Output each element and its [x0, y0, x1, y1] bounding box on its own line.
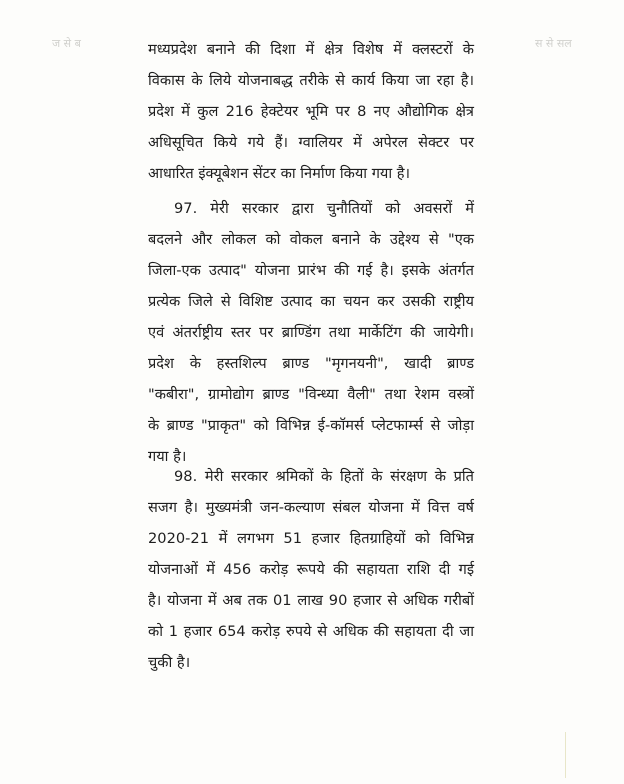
paragraph-line: प्रदेश के हस्तशिल्प ब्राण्ड "मृगनयनी", खादी ब्राण्ड: [148, 355, 474, 372]
paragraph-line: सजग है। मुख्यमंत्री जन-कल्याण संबल योजना में वित्त वर्ष: [148, 499, 474, 516]
paragraph-line: है। योजना में अब तक 01 लाख 90 हजार से अधिक गरीबों: [148, 592, 474, 609]
paragraph-line: को 1 हजार 654 करोड़ रुपये से अधिक की सहायता दी जा: [148, 623, 474, 640]
paragraph-line: चुकी है।: [148, 654, 191, 671]
paragraph-line: 97. मेरी सरकार द्वारा चुनौतियों को अवसरों में: [174, 200, 474, 217]
paragraph-line: विकास के लिये योजनाबद्ध तरीके से कार्य किया जा रहा है।: [148, 72, 474, 89]
paragraph-line: बदलने और लोकल को वोकल बनाने के उद्देश्य से "एक: [148, 231, 474, 248]
bleed-through-text-left: ज से ब: [52, 37, 81, 50]
paragraph-97: [148, 193, 474, 472]
paragraph-line: 98. मेरी सरकार श्रमिकों के हितों के संरक्षण के प्रति: [174, 468, 474, 485]
paragraph-line: 2020-21 में लगभग 51 हजार हितग्राहियों को विभिन्न: [148, 530, 474, 547]
paragraph-continuation: [148, 34, 474, 189]
scan-edge-mark: [565, 732, 566, 778]
bleed-through-text-right: स से सल: [535, 37, 572, 50]
paragraph-line: गया है।: [148, 448, 187, 465]
paragraph-line: एवं अंतर्राष्ट्रीय स्तर पर ब्राण्डिंग तथा मार्केटिंग की जायेगी।: [148, 324, 474, 341]
paragraph-line: के ब्राण्ड "प्राकृत" को विभिन्न ई-कॉमर्स प्लेटफार्म्स से जोड़ा: [148, 417, 474, 434]
paragraph-line: जिला-एक उत्पाद" योजना प्रारंभ की गई है। इसके अंतर्गत: [148, 262, 474, 279]
paragraph-line: आधारित इंक्यूबेशन सेंटर का निर्माण किया गया है।: [148, 165, 411, 182]
paragraph-line: प्रत्येक जिले से विशिष्ट उत्पाद का चयन कर उसकी राष्ट्रीय: [148, 293, 474, 310]
paragraph-line: प्रदेश में कुल 216 हेक्टेयर भूमि पर 8 नए औद्योगिक क्षेत्र: [148, 103, 474, 120]
paragraph-line: योजनाओं में 456 करोड़ रूपये की सहायता राशि दी गई: [148, 561, 474, 578]
paragraph-98: [148, 461, 474, 678]
paragraph-line: मध्यप्रदेश बनाने की दिशा में क्षेत्र विशेष में क्लस्टरों के: [148, 41, 474, 58]
paragraph-line: अधिसूचित किये गये हैं। ग्वालियर में अपेरल सेक्टर पर: [148, 134, 474, 151]
paragraph-line: "कबीरा", ग्रामोद्योग ब्राण्ड "विन्ध्या वैली" तथा रेशम वस्त्रों: [148, 386, 474, 403]
